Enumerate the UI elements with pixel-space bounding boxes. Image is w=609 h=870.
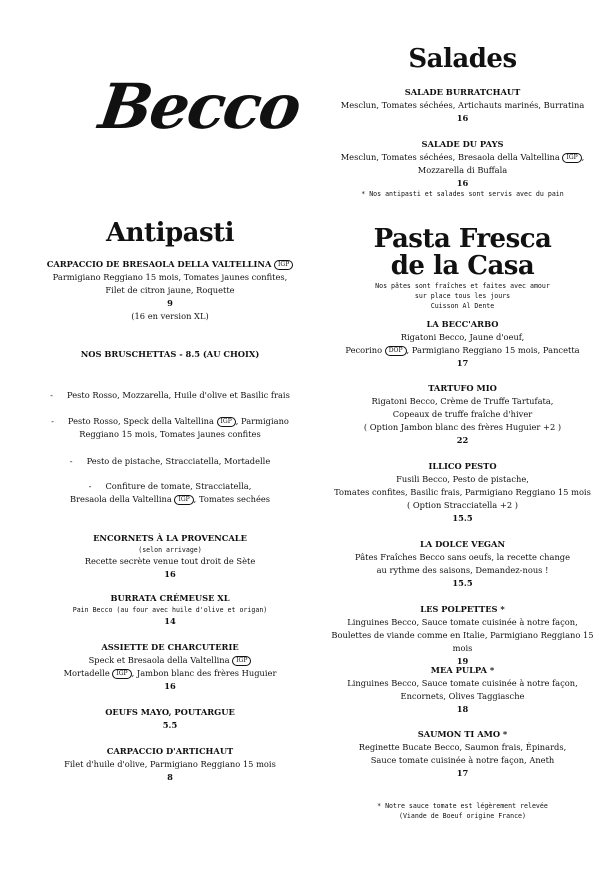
- item-desc: au rythme des saisons, Demandez-nous !: [376, 565, 549, 575]
- item-desc: Parmigiano Reggiano 15 mois, Tomates jaunes confites,: [52, 272, 288, 282]
- item-name: ASSIETTE DE CHARCUTERIE: [101, 642, 239, 652]
- item-price: 8: [167, 772, 173, 782]
- burrata-item: [20, 592, 320, 628]
- item-desc: Tomates confites, Basilic frais, Parmigiano Reggiano 15 mois: [334, 487, 591, 497]
- salades-note: * Nos antipasti et salades sont servis avec du pain: [361, 190, 564, 198]
- item-price: 15.5: [452, 578, 473, 588]
- encornets-item: [20, 532, 320, 581]
- pasta-footnote: * Notre sauce tomate est légèrement relevée (Viande de Boeuf origine France): [377, 802, 548, 820]
- item-desc: Reginette Bucate Becco, Saumon frais, Épinards,: [358, 742, 567, 752]
- igp-badge: IGP: [174, 495, 193, 505]
- item-price: 17: [456, 768, 469, 778]
- salade-pays-item: SALADE DU PAYS Mesclun, Tomates séchées, Bresaola della Valtellina IGP , Mozzarella di Buffala 16: [325, 138, 600, 190]
- item-price: 16: [164, 569, 176, 579]
- item-price: 17: [456, 358, 469, 368]
- item-price: 16: [456, 178, 469, 188]
- oeufs-item: [20, 706, 320, 732]
- item-desc: Linguines Becco, Sauce tomate cuisinée à notre façon,: [347, 678, 578, 688]
- item-name: LA BECC'ARBO: [426, 319, 499, 329]
- item-desc: Filet d'huile d'olive, Parmigiano Reggiano 15 mois: [64, 759, 276, 769]
- igp-badge: IGP: [232, 656, 251, 666]
- carpaccio-bresaola-item: [20, 258, 320, 323]
- item-desc: Copeaux de truffe fraîche d'hiver: [392, 409, 533, 419]
- item-name: SALADE BURRATCHAUT: [404, 87, 521, 97]
- item-desc: Recette secrète venue tout droit de Sète: [84, 556, 256, 566]
- item-name: MEA PULPA *: [430, 665, 495, 675]
- item-desc: Linguines Becco, Sauce tomate cuisinée à notre façon,: [347, 617, 578, 627]
- illico-item: [325, 460, 600, 525]
- item-name: TARTUFO MIO: [428, 383, 497, 393]
- bruschetta-option: - Pesto de pistache, Stracciatella, Mortadelle: [69, 456, 271, 466]
- item-desc: Filet de citron jaune, Roquette: [105, 285, 235, 295]
- saumon-item: [325, 728, 600, 780]
- item-name: CARPACCIO D'ARTICHAUT: [106, 746, 234, 756]
- pasta-intro: Nos pâtes sont fraîches et faites avec amour sur place tous les jours Cuisson Al Dente: [375, 282, 550, 310]
- item-name: LA DOLCE VEGAN: [419, 539, 506, 549]
- item-price: 14: [164, 616, 176, 626]
- item-desc: Boulettes de viande comme en Italie, Parmigiano Reggiano 15 mois: [331, 630, 594, 653]
- item-price: 18: [456, 704, 469, 714]
- item-price: 22: [456, 435, 469, 445]
- bruschetta-option: - Pesto Rosso, Speck della Valtellina IGP , Parmigiano Reggiano 15 mois, Tomates jaunes confites: [51, 416, 289, 439]
- item-name: NOS BRUSCHETTAS - 8.5 (AU CHOIX): [80, 349, 260, 359]
- item-name: SAUMON TI AMO *: [417, 729, 508, 739]
- tartufo-item: [325, 382, 600, 447]
- item-sub: (selon arrivage): [138, 546, 202, 554]
- artichaut-item: [20, 745, 320, 784]
- bruschetta-option: - Confiture de tomate, Stracciatella, Bresaola della Valtellina IGP , Tomates sechées: [69, 481, 271, 504]
- item-desc: ( Option Jambon blanc des frères Huguier +2 ): [363, 422, 562, 432]
- becco-logo: Becco: [94, 70, 304, 143]
- item-name: BURRATA CRÉMEUSE XL: [110, 593, 230, 603]
- item-desc: Mozzarella di Buffala: [417, 165, 508, 175]
- item-name: CARPACCIO DE BRESAOLA DELLA VALTELLINA: [46, 259, 272, 269]
- beccarbo-item: LA BECC'ARBO Rigatoni Becco, Jaune d'oeuf, Pecorino DOP , Parmigiano Reggiano 15 mois, Pancetta 17: [325, 318, 600, 370]
- item-price: 16: [164, 681, 176, 691]
- igp-badge: IGP: [562, 153, 581, 163]
- igp-badge: IGP: [112, 669, 131, 679]
- bruschettas-header: [20, 348, 320, 361]
- item-name: OEUFS MAYO, POUTARGUE: [105, 707, 235, 717]
- item-price: 9: [167, 298, 173, 308]
- item-price: 16: [456, 113, 469, 123]
- igp-badge: IGP: [274, 260, 293, 270]
- dop-badge: DOP: [385, 346, 407, 356]
- item-price: 19: [456, 656, 469, 666]
- item-sub: Pain Becco (au four avec huile d'olive et origan): [72, 606, 268, 614]
- item-name: SALADE DU PAYS: [421, 139, 504, 149]
- item-name: LES POLPETTES *: [420, 604, 505, 614]
- salade-burratchaut-item: [325, 86, 600, 125]
- item-name: ENCORNETS À LA PROVENCALE: [93, 533, 247, 543]
- pulpa-item: [325, 664, 600, 716]
- polpettes-item: [325, 603, 600, 668]
- item-desc: Fusili Becco, Pesto de pistache,: [396, 474, 529, 484]
- igp-badge: IGP: [217, 417, 236, 427]
- item-note: (16 en version XL): [131, 311, 209, 321]
- item-desc: Pâtes Fraîches Becco sans oeufs, la recette change: [354, 552, 571, 562]
- item-desc: Encornets, Olives Taggiasche: [400, 691, 525, 701]
- item-price: 15.5: [452, 513, 473, 523]
- item-desc: Sauce tomate cuisinée à notre façon, Aneth: [370, 755, 555, 765]
- item-desc: Rigatoni Becco, Crème de Truffe Tartufata,: [371, 396, 554, 406]
- pasta-title: Pasta Fresca de la Casa: [373, 224, 552, 281]
- bruschetta-option: - Pesto Rosso, Mozzarella, Huile d'olive et Basilic frais: [50, 390, 290, 400]
- item-desc: Mesclun, Tomates séchées, Artichauts marinés, Burratina: [340, 100, 585, 110]
- antipasti-title: Antipasti: [105, 218, 234, 248]
- item-desc: ( Option Stracciatella +2 ): [406, 500, 518, 510]
- salades-title: Salades: [408, 44, 517, 74]
- vegan-item: [325, 538, 600, 590]
- charcuterie-item: ASSIETTE DE CHARCUTERIE Speck et Bresaola della Valtellina IGP Mortadelle IGP , Jambon blanc des frères Huguier 16: [20, 641, 320, 693]
- item-desc: Rigatoni Becco, Jaune d'oeuf,: [400, 332, 525, 342]
- item-name: ILLICO PESTO: [428, 461, 497, 471]
- item-price: 5.5: [162, 720, 178, 730]
